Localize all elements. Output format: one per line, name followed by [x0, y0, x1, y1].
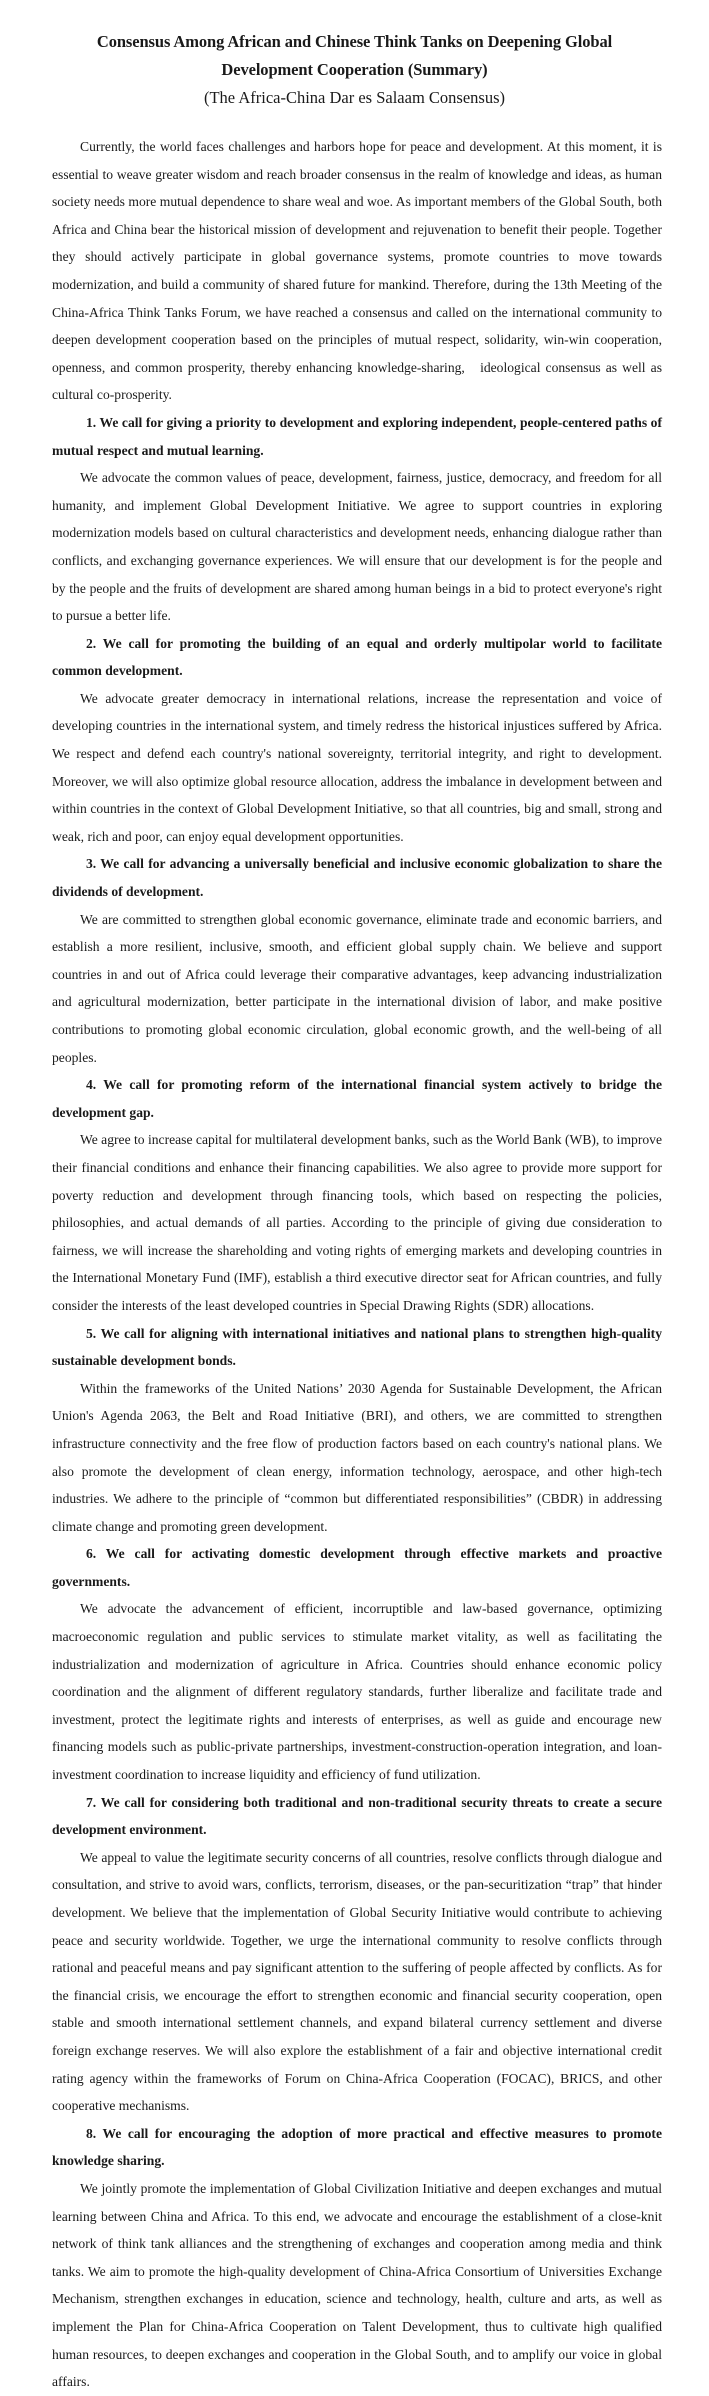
section-5-heading: 5. We call for aligning with international initiatives and national plans to strengthen high-quality sustainable development bonds.: [52, 1325, 662, 1369]
document-title-line-2: Development Cooperation (Summary): [221, 60, 488, 79]
document-subtitle: (The Africa-China Dar es Salaam Consensus): [203, 88, 506, 107]
document-body: [52, 133, 662, 2396]
section-1-body: We advocate the common values of peace, development, fairness, justice, democracy, and freedom for all humanity, and implement Global Development Initiative. We agree to support countries in exploring modernization models based on cultural characteristics and development needs, enhancing dialogue rather than conflicts, and exchanging governance experiences. We will ensure that our development is for the people and by the people and the fruits of development are shared among human beings in a bid to protect everyone's right to pursue a better life.: [52, 470, 662, 624]
section-3-heading: 3. We call for advancing a universally beneficial and inclusive economic globalization to share the dividends of development.: [52, 856, 662, 900]
section-4-heading: 4. We call for promoting reform of the international financial system actively to bridge the development gap.: [52, 1077, 662, 1120]
section-7-heading: 7. We call for considering both traditional and non-traditional security threats to create a secure development environment.: [52, 1794, 662, 1838]
section-8-heading: 8. We call for encouraging the adoption of more practical and effective measures to promote knowledge sharing.: [52, 2125, 662, 2169]
section-8-body: We jointly promote the implementation of Global Civilization Initiative and deepen exchanges and mutual learning between China and Africa. To this end, we advocate and encourage the establishment of a close-knit network of think tank alliances and the strengthening of exchanges and cooperation among media and think tanks. We aim to promote the high-quality development of China-Africa Consortium of Universities Exchange Mechanism, strengthen exchanges in education, science and technology, health, culture and arts, as well as implement the Plan for China-Africa Cooperation on Talent Development, thus to cultivate high qualified human resources, to deepen exchanges and cooperation in the Global South, and to amplify our voice in global affairs.: [52, 2180, 662, 2390]
section-2-body: We advocate greater democracy in international relations, increase the representation and voice of developing countries in the international system, and timely redress the historical injustices suffered by Africa. We respect and defend each country's national sovereignty, territorial integrity, and right to development. Moreover, we will also optimize global resource allocation, address the imbalance in development between and within countries in the context of Global Development Initiative, so that all countries, big and small, strong and weak, rich and poor, can enjoy equal development opportunities.: [52, 690, 662, 844]
section-4-body: We agree to increase capital for multilateral development banks, such as the World Bank (WB), to improve their financial conditions and enhance their financing capabilities. We also agree to provide more support for poverty reduction and development through financing tools, which based on respecting the policies, philosophies, and actual demands of all parties. According to the principle of giving due consideration to fairness, we will increase the shareholding and voting rights of emerging markets and developing countries in the International Monetary Fund (IMF), establish a third executive director seat for African countries, and fully consider the interests of the least developed countries in Special Drawing Rights (SDR) allocations.: [52, 1132, 662, 1313]
section-5-body: Within the frameworks of the United Nations’ 2030 Agenda for Sustainable Development, the African Union's Agenda 2063, the Belt and Road Initiative (BRI), and others, we are committed to strengthen infrastructure connectivity and the free flow of production factors based on each country's national plans. We also promote the development of clean energy, information technology, aerospace, and other high-tech industries. We adhere to the principle of “common but differentiated responsibilities” (CBDR) in addressing climate change and promoting green development.: [52, 1380, 662, 1534]
section-6-body: We advocate the advancement of efficient, incorruptible and law-based governance, optimizing macroeconomic regulation and public services to stimulate market vitality, as well as facilitating the industrialization and modernization of agriculture in Africa. Countries should enhance economic policy coordination and the alignment of different regulatory standards, further liberalize and facilitate trade and investment, protect the legitimate rights and interests of enterprises, as well as guide and encourage new financing models such as public-private partnerships, investment-construction-operation integration, and loan-investment coordination to increase liquidity and efficiency of fund utilization.: [52, 1601, 662, 1783]
section-1-heading: 1. We call for giving a priority to development and exploring independent, people-centered paths of mutual respect and mutual learning.: [52, 414, 662, 458]
section-3-body: We are committed to strengthen global economic governance, eliminate trade and economic barriers, and establish a more resilient, inclusive, smooth, and efficient global supply chain. We believe and support countries in and out of Africa could leverage their comparative advantages, keep advancing industrialization and agricultural modernization, better participate in the international division of labor, and make positive contributions to promoting global economic circulation, global economic growth, and the well-being of all peoples.: [52, 911, 662, 1065]
section-6-heading: 6. We call for activating domestic development through effective markets and proactive governments.: [52, 1546, 662, 1589]
document-title-line-1: Consensus Among African and Chinese Think Tanks on Deepening Global: [96, 32, 613, 51]
intro-paragraph: Currently, the world faces challenges and harbors hope for peace and development. At this moment, it is essential to weave greater wisdom and reach broader consensus in the realm of knowledge and ideas, as human society needs more mutual dependence to share weal and woe. As important members of the Global South, both Africa and China bear the historical mission of development and rejuvenation to benefit their people. Together they should actively participate in global governance systems, promote countries to move towards modernization, and build a community of shared future for mankind. Therefore, during the 13th Meeting of the China-Africa Think Tanks Forum, we have reached a consensus and called on the international community to deepen development cooperation based on the principles of mutual respect, solidarity, win-win cooperation, openness, and common prosperity, thereby enhancing knowledge-sharing, ideological consensus as well as cultural co-prosperity.: [52, 139, 662, 403]
section-2-heading: 2. We call for promoting the building of an equal and orderly multipolar world to facilitate common development.: [52, 635, 662, 679]
section-7-body: We appeal to value the legitimate security concerns of all countries, resolve conflicts through dialogue and consultation, and strive to avoid wars, conflicts, terrorism, diseases, or the pan-securitization “trap” that hinder development. We believe that the implementation of Global Security Initiative would contribute to achieving peace and security worldwide. Together, we urge the international community to resolve conflicts through rational and peaceful means and pay significant attention to the suffering of people affected by conflicts. As for the financial crisis, we encourage the effort to strengthen economic and financial security cooperation, open stable and smooth international settlement channels, and expand bilateral currency settlement and diverse foreign exchange reserves. We will also explore the establishment of a fair and objective international credit rating agency within the frameworks of Forum on China-Africa Cooperation (FOCAC), BRICS, and other cooperative mechanisms.: [52, 1849, 662, 2114]
